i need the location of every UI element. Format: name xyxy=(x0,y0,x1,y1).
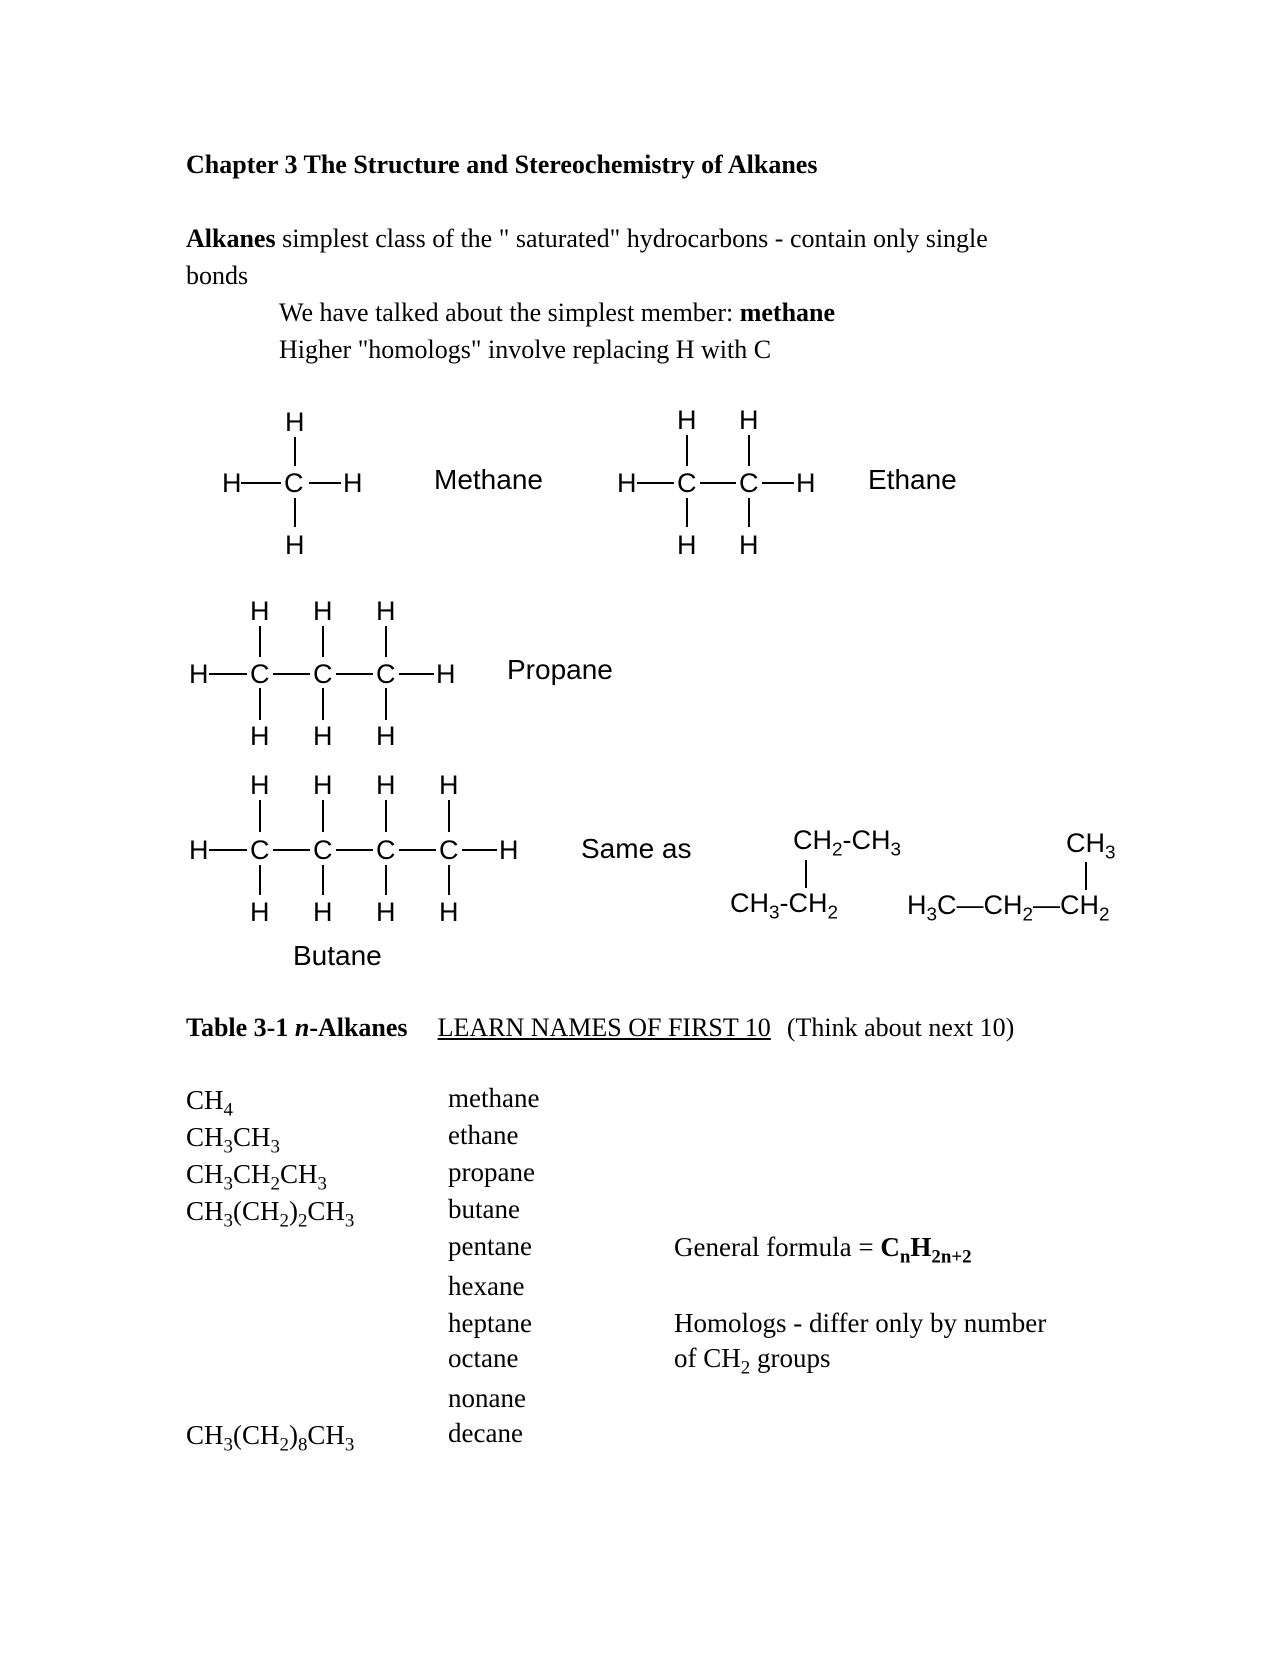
general-formula-text: General formula = xyxy=(674,1232,881,1262)
propane-h-top-3: H xyxy=(376,596,396,626)
butane-h-bottom-4: H xyxy=(439,897,459,927)
intro-line-1-rest: simplest class of the " saturated" hydrocarbons - contain only single xyxy=(275,224,988,253)
alkane-formula: $CH_3(CH_2)_2CH_3$ xyxy=(186,1196,355,1232)
propane-h-left: H xyxy=(189,659,209,689)
ethane-c-1: C xyxy=(677,468,697,498)
intro-line-3-prefix: We have talked about the simplest member: xyxy=(279,298,740,327)
alkane-formula: $CH_3CH_2CH_3$ xyxy=(186,1159,327,1195)
butane-h-right: H xyxy=(499,835,519,865)
alkane-name: propane xyxy=(448,1157,535,1187)
general-formula: General formula = $C_nH_{2n+2}$ xyxy=(674,1232,972,1268)
propane-h-top-1: H xyxy=(250,596,270,626)
butane-h-top-4: H xyxy=(439,770,459,800)
methane-c: C xyxy=(284,468,304,498)
butane-h-top-1: H xyxy=(250,770,270,800)
methane-term: methane xyxy=(739,298,836,327)
methane-h-left: H xyxy=(222,468,242,498)
ethane-label: Ethane xyxy=(868,464,957,495)
intro-line-4: Higher "homologs" involve replacing H with C xyxy=(279,335,772,364)
alkanes-term: Alkanes xyxy=(186,224,276,253)
propane-h-bottom-3: H xyxy=(376,721,396,751)
alkane-name: hexane xyxy=(448,1271,525,1301)
alkane-formula: $CH_3(CH_2)_8CH_3$ xyxy=(186,1420,355,1456)
alt-bonds xyxy=(806,860,1086,890)
chapter-title: Chapter 3 The Structure and Stereochemistry of Alkanes xyxy=(186,150,818,179)
alkane-name: butane xyxy=(448,1194,520,1224)
butane-h-bottom-2: H xyxy=(313,897,333,927)
propane-c-1: C xyxy=(250,659,270,689)
butane-c-2: C xyxy=(313,835,333,865)
propane-h-bottom-2: H xyxy=(313,721,333,751)
alkane-name: nonane xyxy=(448,1383,526,1413)
methane-h-right: H xyxy=(343,468,363,498)
ethane-h-top-1: H xyxy=(677,405,697,435)
alt2-top: $CH_3$ xyxy=(1066,828,1116,864)
intro-line-2: bonds xyxy=(186,261,249,290)
butane-c-3: C xyxy=(376,835,396,865)
learn-names-note: LEARN NAMES OF FIRST 10 xyxy=(437,1013,771,1042)
table-label: Table 3-1 xyxy=(186,1013,295,1042)
alkane-name: pentane xyxy=(448,1231,532,1261)
alt2-bottom: $H_3C—CH_2—CH_2$ xyxy=(907,890,1110,926)
butane-label: Butane xyxy=(293,940,382,971)
homologs-line-2: of $CH_2$ groups xyxy=(674,1343,831,1379)
homologs-line-1: Homologs - differ only by number xyxy=(674,1308,1047,1338)
methane-label: Methane xyxy=(434,464,543,495)
propane-h-bottom-1: H xyxy=(250,721,270,751)
think-about-note: (Think about next 10) xyxy=(786,1013,1015,1042)
alkane-name: ethane xyxy=(448,1120,519,1150)
alt1-top: $CH_2-CH_3$ xyxy=(793,825,902,861)
butane-c-4: C xyxy=(439,835,459,865)
alkane-formula: $CH_3CH_3$ xyxy=(186,1122,280,1158)
ethane-h-bottom-1: H xyxy=(677,530,697,560)
table-heading xyxy=(186,1013,1014,1043)
methane-h-bottom: H xyxy=(285,530,305,560)
ethane-h-bottom-2: H xyxy=(739,530,759,560)
ethane-h-left: H xyxy=(617,468,637,498)
propane-c-2: C xyxy=(313,659,333,689)
butane-h-left: H xyxy=(189,835,209,865)
butane-h-top-3: H xyxy=(376,770,396,800)
propane-h-right: H xyxy=(436,659,456,689)
n-prefix: n xyxy=(294,1013,310,1042)
ethane-h-right: H xyxy=(796,468,816,498)
ethane-h-top-2: H xyxy=(739,405,759,435)
alkanes-title: -Alkanes xyxy=(309,1013,408,1042)
alkane-name: methane xyxy=(448,1083,540,1113)
alkane-formula: $CH_4$ xyxy=(186,1085,233,1121)
ethane-bonds xyxy=(637,435,794,527)
butane-c-1: C xyxy=(250,835,270,865)
alt1-bottom: $CH_3-CH_2$ xyxy=(730,888,839,924)
butane-h-bottom-3: H xyxy=(376,897,396,927)
butane-h-top-2: H xyxy=(313,770,333,800)
alkane-name: heptane xyxy=(448,1308,532,1338)
butane-h-bottom-1: H xyxy=(250,897,270,927)
same-as-label: Same as xyxy=(581,833,692,864)
alkane-name: decane xyxy=(448,1418,523,1448)
propane-label: Propane xyxy=(507,654,613,685)
alkane-name: octane xyxy=(448,1343,519,1373)
propane-c-3: C xyxy=(376,659,396,689)
propane-h-top-2: H xyxy=(313,596,333,626)
methane-h-top: H xyxy=(285,407,305,437)
ethane-c-2: C xyxy=(739,468,759,498)
